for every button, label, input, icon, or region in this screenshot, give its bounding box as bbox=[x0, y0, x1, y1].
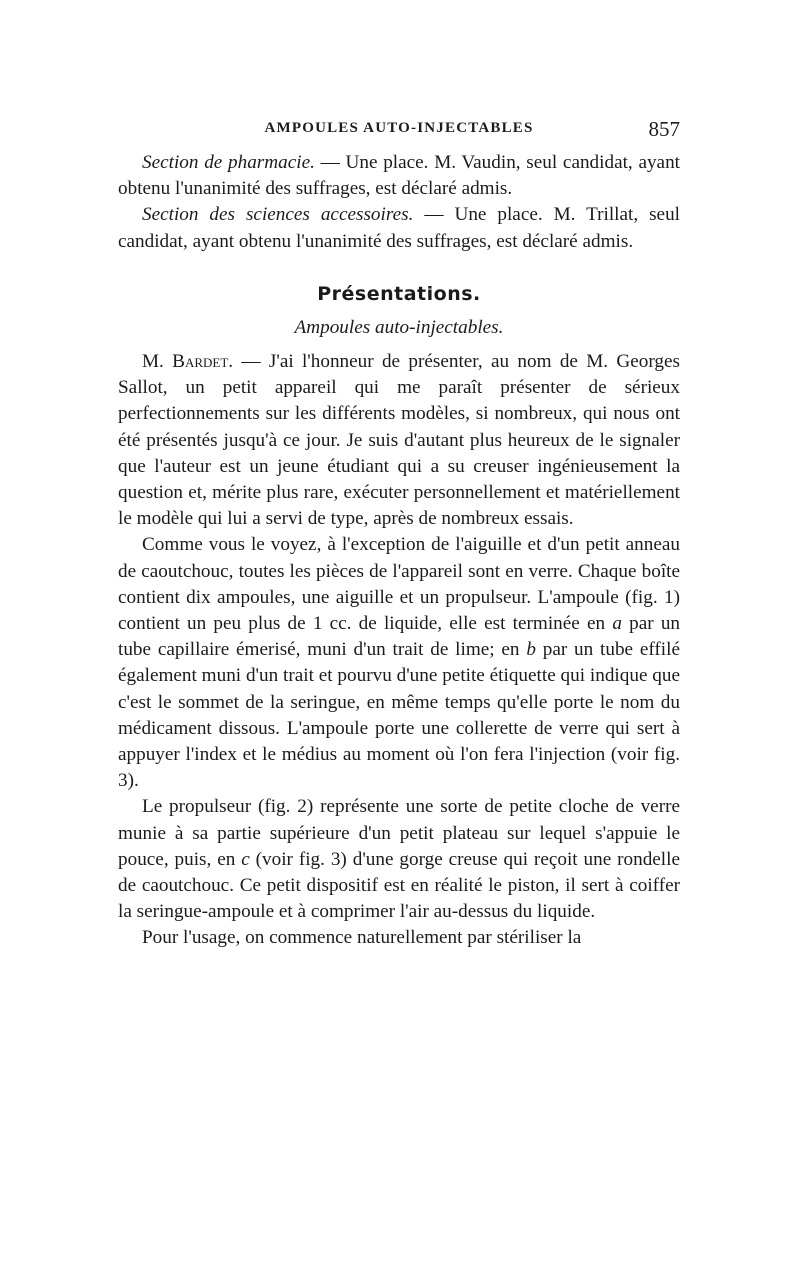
paragraph-1-text: — J'ai l'honneur de présenter, au nom de M. Georges Sallot, un petit appareil qui me paraît présenter de sérieux perfectionnements sur les différents modèles, si nombreux, qui nous ont été présentés jusqu'à ce jour. Je suis d'autant plus heureux de le signaler que l'auteur est un jeune étudiant qui a su creuser ingénieusement la question et, mérite plus rare, exécuter personnellement et matériellement le modèle qui lui a servi de type, après de nombreux essais. bbox=[118, 351, 680, 530]
paragraph-3 bbox=[118, 794, 680, 925]
section-pharmacie-text: — Une place. M. Vaudin, seul candidat, ayant obtenu l'unanimité des suffrages, est déclaré admis. bbox=[118, 152, 680, 200]
paragraph-1 bbox=[118, 349, 680, 532]
sub-heading: Ampoules auto-injectables. bbox=[294, 316, 504, 338]
paragraph-3-text-1: Le propulseur (fig. 2) représente une sorte de petite cloche de verre munie à sa partie supérieure d'un petit plateau sur lequel s'appuie le pouce, puis, en bbox=[118, 796, 680, 870]
label-b: b bbox=[526, 639, 536, 661]
page-number: 857 bbox=[648, 117, 680, 141]
election-sciences bbox=[118, 202, 680, 254]
paragraph-2-text-3: par un tube effilé également muni d'un trait et pourvu d'une petite étiquette qui indique que c'est le sommet de la seringue, en même temps qu'elle porte le nom du médicament dissous. L'ampoule porte une collerette de verre qui sert à appuyer l'index et le médius au moment où l'on fera l'injection (voir fig. 3). bbox=[118, 639, 680, 792]
paragraph-2 bbox=[118, 532, 680, 794]
paragraph-4: Pour l'usage, on commence naturellement par stériliser la bbox=[142, 927, 582, 949]
paragraph-3-text-2: (voir fig. 3) d'une gorge creuse qui reçoit une rondelle de caoutchouc. Ce petit dispositif est en réalité le piston, il sert à coiffer la seringue-ampoule et à comprimer l'air au-dessus du liquide. bbox=[118, 848, 680, 923]
section-pharmacie-label: Section de pharmacie. bbox=[142, 152, 315, 173]
section-heading: Présentations. bbox=[317, 282, 481, 305]
paragraph-2-text-1: Comme vous le voyez, à l'exception de l'aiguille et d'un petit anneau de caoutchouc, toutes les pièces de l'appareil sont en verre. Chaque boîte contient dix ampoules, une aiguille et un propulseur. L'ampoule (fig. 1) contient un peu plus de 1 cc. de liquide, elle est terminée en bbox=[118, 534, 680, 635]
label-a: a bbox=[612, 613, 622, 635]
paragraph-2-text-2: par un tube capillaire émerisé, muni d'un trait de lime; en bbox=[118, 613, 681, 661]
running-title: AMPOULES AUTO-INJECTABLES bbox=[264, 120, 534, 136]
speaker-prefix: M. bbox=[142, 351, 173, 373]
section-sciences-label: Section des sciences accessoires. bbox=[142, 204, 414, 226]
election-pharmacie bbox=[118, 150, 680, 202]
label-c: c bbox=[241, 848, 250, 870]
speaker-name: Bardet. bbox=[172, 351, 234, 373]
section-sciences-text: — Une place. M. Trillat, seul candidat, ayant obtenu l'unanimité des suffrages, est déclaré admis. bbox=[118, 204, 680, 252]
body-text bbox=[118, 150, 680, 952]
running-head bbox=[118, 117, 680, 144]
